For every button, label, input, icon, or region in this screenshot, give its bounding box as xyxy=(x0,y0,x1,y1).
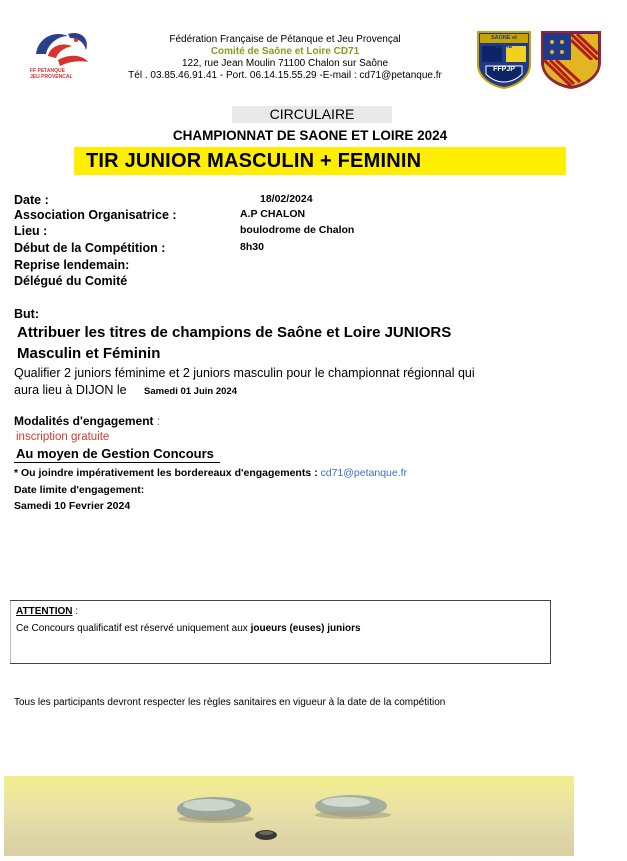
federation-name: Fédération Française de Pétanque et Jeu Provençal xyxy=(169,34,401,45)
limite-label: Date limite d'engagement: xyxy=(14,484,145,496)
but-line-2: Masculin et Féminin xyxy=(17,345,161,362)
petanque-photo xyxy=(4,776,574,856)
detail-value: 8h30 xyxy=(240,241,264,253)
comite-name: Comité de Saône et Loire CD71 xyxy=(210,46,360,57)
attention-colon: : xyxy=(75,606,79,617)
contact-line: Tél . 03.85.46.91.41 - Port. 06.14.15.55.29 -E-mail : cd71@petanque.fr xyxy=(128,70,442,81)
email-link[interactable]: cd71@petanque.fr xyxy=(320,467,408,479)
attention-text-a: Ce Concours qualificatif est réservé uniquement aux xyxy=(16,623,248,634)
saone-loire-shield xyxy=(476,30,532,90)
modalites-heading xyxy=(14,414,160,429)
gestion-concours: Au moyen de Gestion Concours xyxy=(16,446,214,461)
modalites-colon: : xyxy=(156,414,161,428)
shield-banner: SAONE et LOIRE xyxy=(491,35,517,50)
attention-heading xyxy=(16,606,78,618)
but-line-1: Attribuer les titres de champions de Saône et Loire JUNIORS xyxy=(17,324,452,341)
ffpjp-logo xyxy=(28,24,100,82)
championnat-title: CHAMPIONNAT DE SAONE ET LOIRE 2024 xyxy=(172,128,448,143)
circulaire-title: CIRCULAIRE xyxy=(269,106,355,122)
detail-value: boulodrome de Chalon xyxy=(240,224,355,236)
limite-value: Samedi 10 Fevrier 2024 xyxy=(14,500,131,512)
attention-box-left-border xyxy=(10,601,11,663)
detail-label: Date : xyxy=(14,193,49,207)
but-line-4-date: Samedi 01 Juin 2024 xyxy=(144,386,237,397)
footer-note: Tous les participants devront respecter les règles sanitaires en vigueur à la date de la compétition xyxy=(14,697,446,708)
but-line-3: Qualifier 2 juniors féminime et 2 juniors masculin pour le championnat régionnal qui xyxy=(14,366,475,380)
detail-value: 18/02/2024 xyxy=(260,193,313,205)
inscription-gratuite: inscription gratuite xyxy=(16,431,110,443)
but-line-4-text: aura lieu à DIJON le xyxy=(14,383,127,397)
joindre-line xyxy=(14,466,407,480)
detail-label: Reprise lendemain: xyxy=(14,258,130,272)
detail-label: Association Organisatrice : xyxy=(14,208,177,222)
ffpjp-logo-text: FF PETANQUE JEU PROVENCAL xyxy=(30,68,73,80)
but-line-4 xyxy=(14,383,237,399)
gestion-underline xyxy=(14,462,220,463)
shield-letters: FFPJP xyxy=(493,66,515,73)
detail-label: Début de la Compétition : xyxy=(14,241,166,255)
but-label: But: xyxy=(14,307,39,321)
burgundy-shield xyxy=(540,30,602,90)
modalites-label: Modalités d'engagement xyxy=(14,414,154,428)
header-block xyxy=(120,34,450,82)
detail-value: A.P CHALON xyxy=(240,208,306,220)
event-title: TIR JUNIOR MASCULIN + FEMININ xyxy=(86,150,422,172)
joindre-text: * Ou joindre impérativement les bordereaux d'engagements : xyxy=(14,467,318,479)
attention-box xyxy=(10,600,551,664)
address: 122, rue Jean Moulin 71100 Chalon sur Saône xyxy=(181,58,389,69)
attention-text-b: joueurs (euses) juniors xyxy=(250,623,361,634)
attention-text xyxy=(16,623,361,635)
detail-label: Lieu : xyxy=(14,224,48,238)
detail-label: Délégué du Comité xyxy=(14,274,128,288)
attention-title: ATTENTION xyxy=(16,606,73,617)
